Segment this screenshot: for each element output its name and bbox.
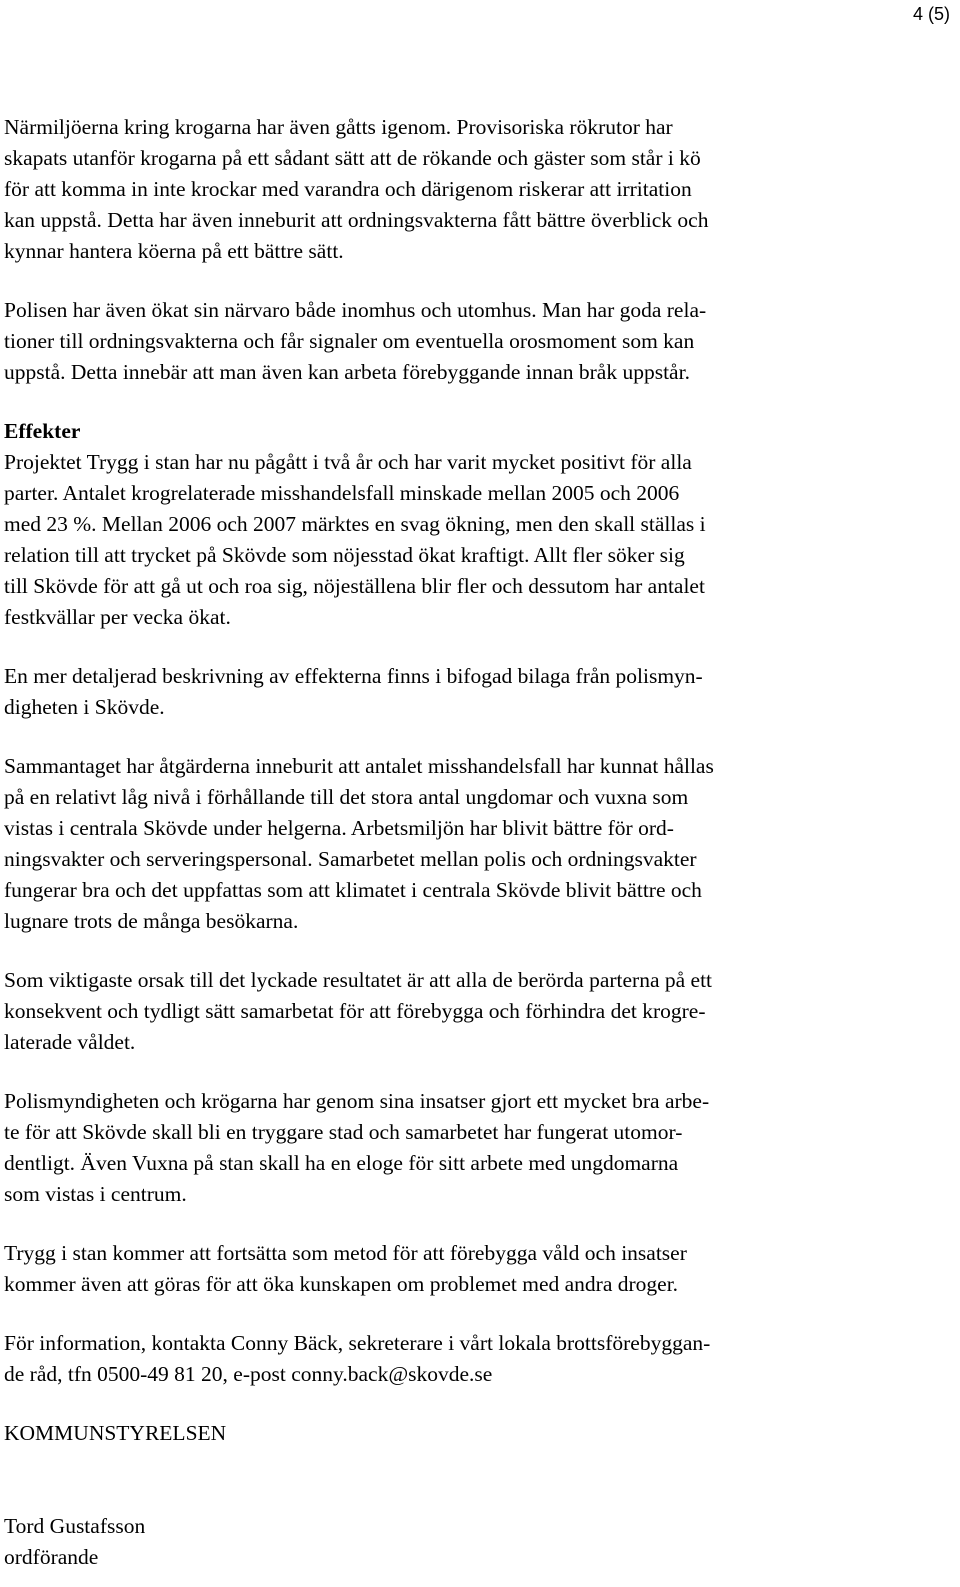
- paragraph-detailed-description: En mer detaljerad beskrivning av effekterna finns i bifogad bilaga från polismyn- digheten i Skövde.: [4, 664, 703, 719]
- paragraph-continuation: Trygg i stan kommer att fortsätta som metod för att förebygga våld och insatser kommer även att göras för att öka kunskapen om problemet med andra droger.: [4, 1241, 687, 1296]
- signatory-title: ordförande: [4, 1545, 99, 1569]
- paragraph-police-presence: Polisen har även ökat sin närvaro både inomhus och utomhus. Man har goda rela- tioner till ordningsvakterna och får signaler om eventuella orosmoment som kan uppstå. Detta innebär att man även kan arbeta förebyggande innan bråk uppstår.: [4, 298, 707, 384]
- document-body: [4, 112, 894, 1449]
- signatory-name: Tord Gustafsson: [4, 1514, 146, 1538]
- paragraph-contact-info: För information, kontakta Conny Bäck, sekreterare i vårt lokala brottsförebyggan- de råd, tfn 0500-49 81 20, e-post conny.back@skovde.se: [4, 1331, 711, 1386]
- signature-block: [4, 1511, 145, 1573]
- paragraph-acknowledgement: Polismyndigheten och krögarna har genom sina insatser gjort ett mycket bra arbe- te för att Skövde skall bli en tryggare stad och samarbetet har fungerat utomor- dentligt. Även Vuxna på stan skall ha en eloge för sitt arbete med ungdomarna som vistas i centrum.: [4, 1089, 710, 1206]
- paragraph-summary: Sammantaget har åtgärderna inneburit att antalet misshandelsfall har kunnat hållas på en relativt låg nivå i förhållande till det stora antal ungdomar och vuxna som vistas i centrala Skövde under helgerna. Arbetsmiljön har blivit bättre för ord- ningsvakter och serveringspersonal. Samarbetet mellan polis och ordningsvakter fungerar bra och det uppfattas som att klimatet i centrala Skövde blivit bättre och lugnare trots de många besökarna.: [4, 754, 714, 933]
- paragraph-surroundings: Närmiljöerna kring krogarna har även gåtts igenom. Provisoriska rökrutor har skapats utanför krogarna på ett sådant sätt att de rökande och gäster som står i kö för att komma in inte krockar med varandra och därigenom riskerar att irritation kan uppstå. Detta har även inneburit att ordningsvakterna fått bättre överblick och kynnar hantera köerna på ett bättre sätt.: [4, 115, 709, 263]
- paragraph-project-effects: Projektet Trygg i stan har nu pågått i två år och har varit mycket positivt för alla parter. Antalet krogrelaterade misshandelsfall minskade mellan 2005 och 2006 med 23 %. Mellan 2006 och 2007 märktes en svag ökning, men den skall ställas i relation till att trycket på Skövde som nöjesstad ökat kraftigt. Allt fler söker sig till Skövde för att gå ut och roa sig, nöjeställena blir fler och dessutom har antalet festkvällar per vecka ökat.: [4, 450, 706, 629]
- paragraph-main-reason: Som viktigaste orsak till det lyckade resultatet är att alla de berörda parterna på ett konsekvent och tydligt sätt samarbetat för att förebygga och förhindra det krogre- laterade våldet.: [4, 968, 713, 1054]
- page-number: 4 (5): [912, 4, 950, 24]
- signature-organization: KOMMUNSTYRELSEN: [4, 1421, 227, 1445]
- section-heading-effects: Effekter: [4, 419, 81, 443]
